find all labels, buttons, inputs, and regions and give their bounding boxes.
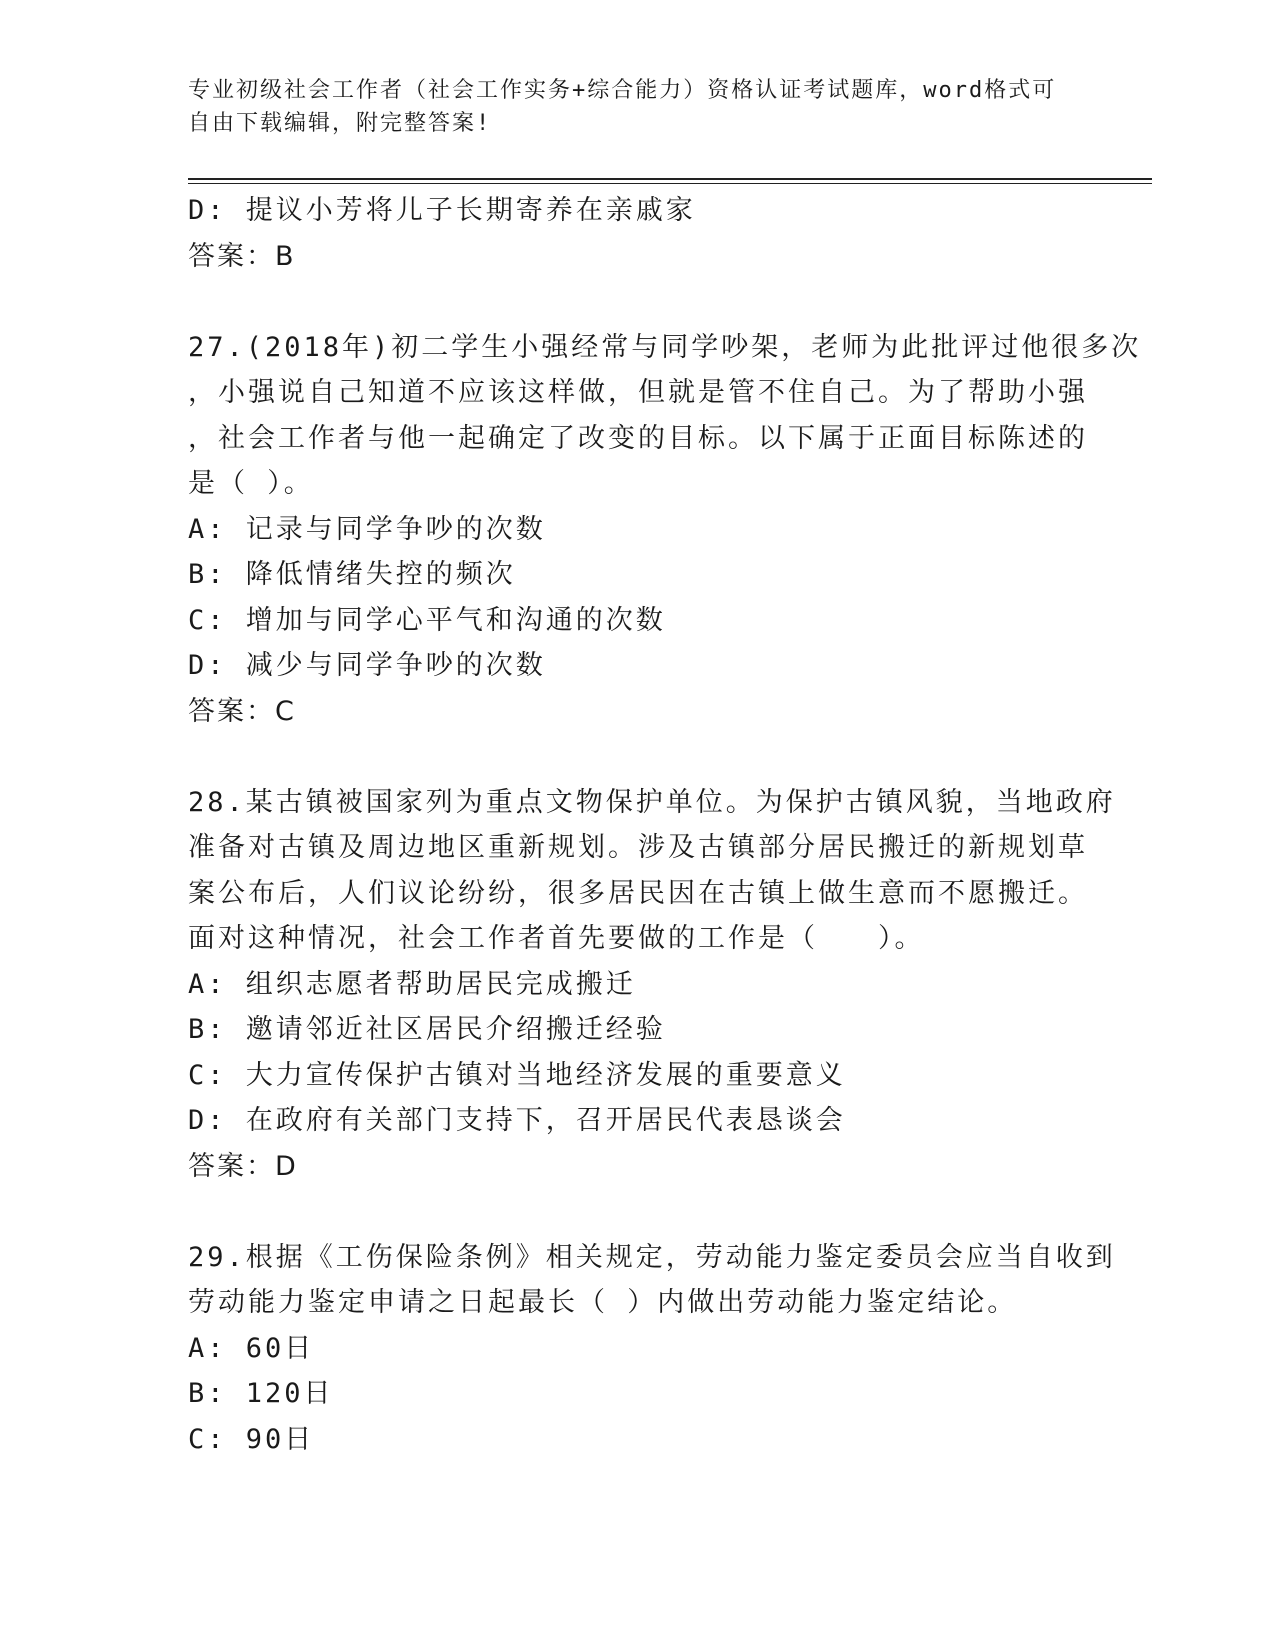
option-a: A: 记录与同学争吵的次数 [188,513,546,545]
spacer [188,1189,1088,1235]
question-text-line: 面对这种情况，社会工作者首先要做的工作是（ ）。 [188,923,925,954]
question-28 [188,780,1116,1190]
answer: 答案：D [188,1150,298,1182]
option-b: B: 降低情绪失控的频次 [188,559,516,590]
question-text-line: 准备对古镇及周边地区重新规划。涉及古镇部分居民搬迁的新规划草 [188,832,1088,863]
option-a: A: 组织志愿者帮助居民完成搬迁 [188,968,636,1000]
question-text-line: 是（ ）。 [188,468,314,499]
answer: 答案：C [188,695,296,727]
header-line-2: 自由下载编辑，附完整答案! [188,111,492,136]
option-b: B: 120日 [188,1378,334,1409]
option-b: B: 邀请邻近社区居民介绍搬迁经验 [188,1014,666,1045]
question-text-line: 案公布后，人们议论纷纷，很多居民因在古镇上做生意而不愿搬迁。 [188,877,1088,909]
question-29 [188,1235,1116,1463]
document-body [188,188,1142,1462]
spacer [188,734,1088,780]
option-d: D: 减少与同学争吵的次数 [188,650,546,681]
header-line-1: 专业初级社会工作者（社会工作实务+综合能力）资格认证考试题库，word格式可 [188,78,1057,103]
option-d: D: 提议小芳将儿子长期寄养在亲戚家 [188,195,696,226]
header-divider-thin [188,183,1152,184]
spacer [188,279,1088,325]
answer: 答案：B [188,240,296,272]
question-text-line: ，小强说自己知道不应该这样做，但就是管不住自己。为了帮助小强 [188,377,1088,408]
option-d: D: 在政府有关部门支持下，召开居民代表恳谈会 [188,1105,846,1136]
question-27 [188,325,1142,735]
header-divider-thick [188,178,1152,180]
option-c: C: 90日 [188,1423,315,1455]
question-26-tail [188,188,1088,279]
question-text-line: 27.(2018年)初二学生小强经常与同学吵架，老师为此批评过他很多次 [188,331,1142,363]
question-text-line: 28.某古镇被国家列为重点文物保护单位。为保护古镇风貌，当地政府 [188,786,1116,818]
option-c: C: 增加与同学心平气和沟通的次数 [188,604,666,636]
question-text-line: ，社会工作者与他一起确定了改变的目标。以下属于正面目标陈述的 [188,422,1088,454]
option-c: C: 大力宣传保护古镇对当地经济发展的重要意义 [188,1059,846,1091]
question-text-line: 29.根据《工伤保险条例》相关规定，劳动能力鉴定委员会应当自收到 [188,1241,1116,1273]
question-text-line: 劳动能力鉴定申请之日起最长（ ）内做出劳动能力鉴定结论。 [188,1287,1018,1318]
document-header [188,74,1088,140]
option-a: A: 60日 [188,1332,315,1364]
